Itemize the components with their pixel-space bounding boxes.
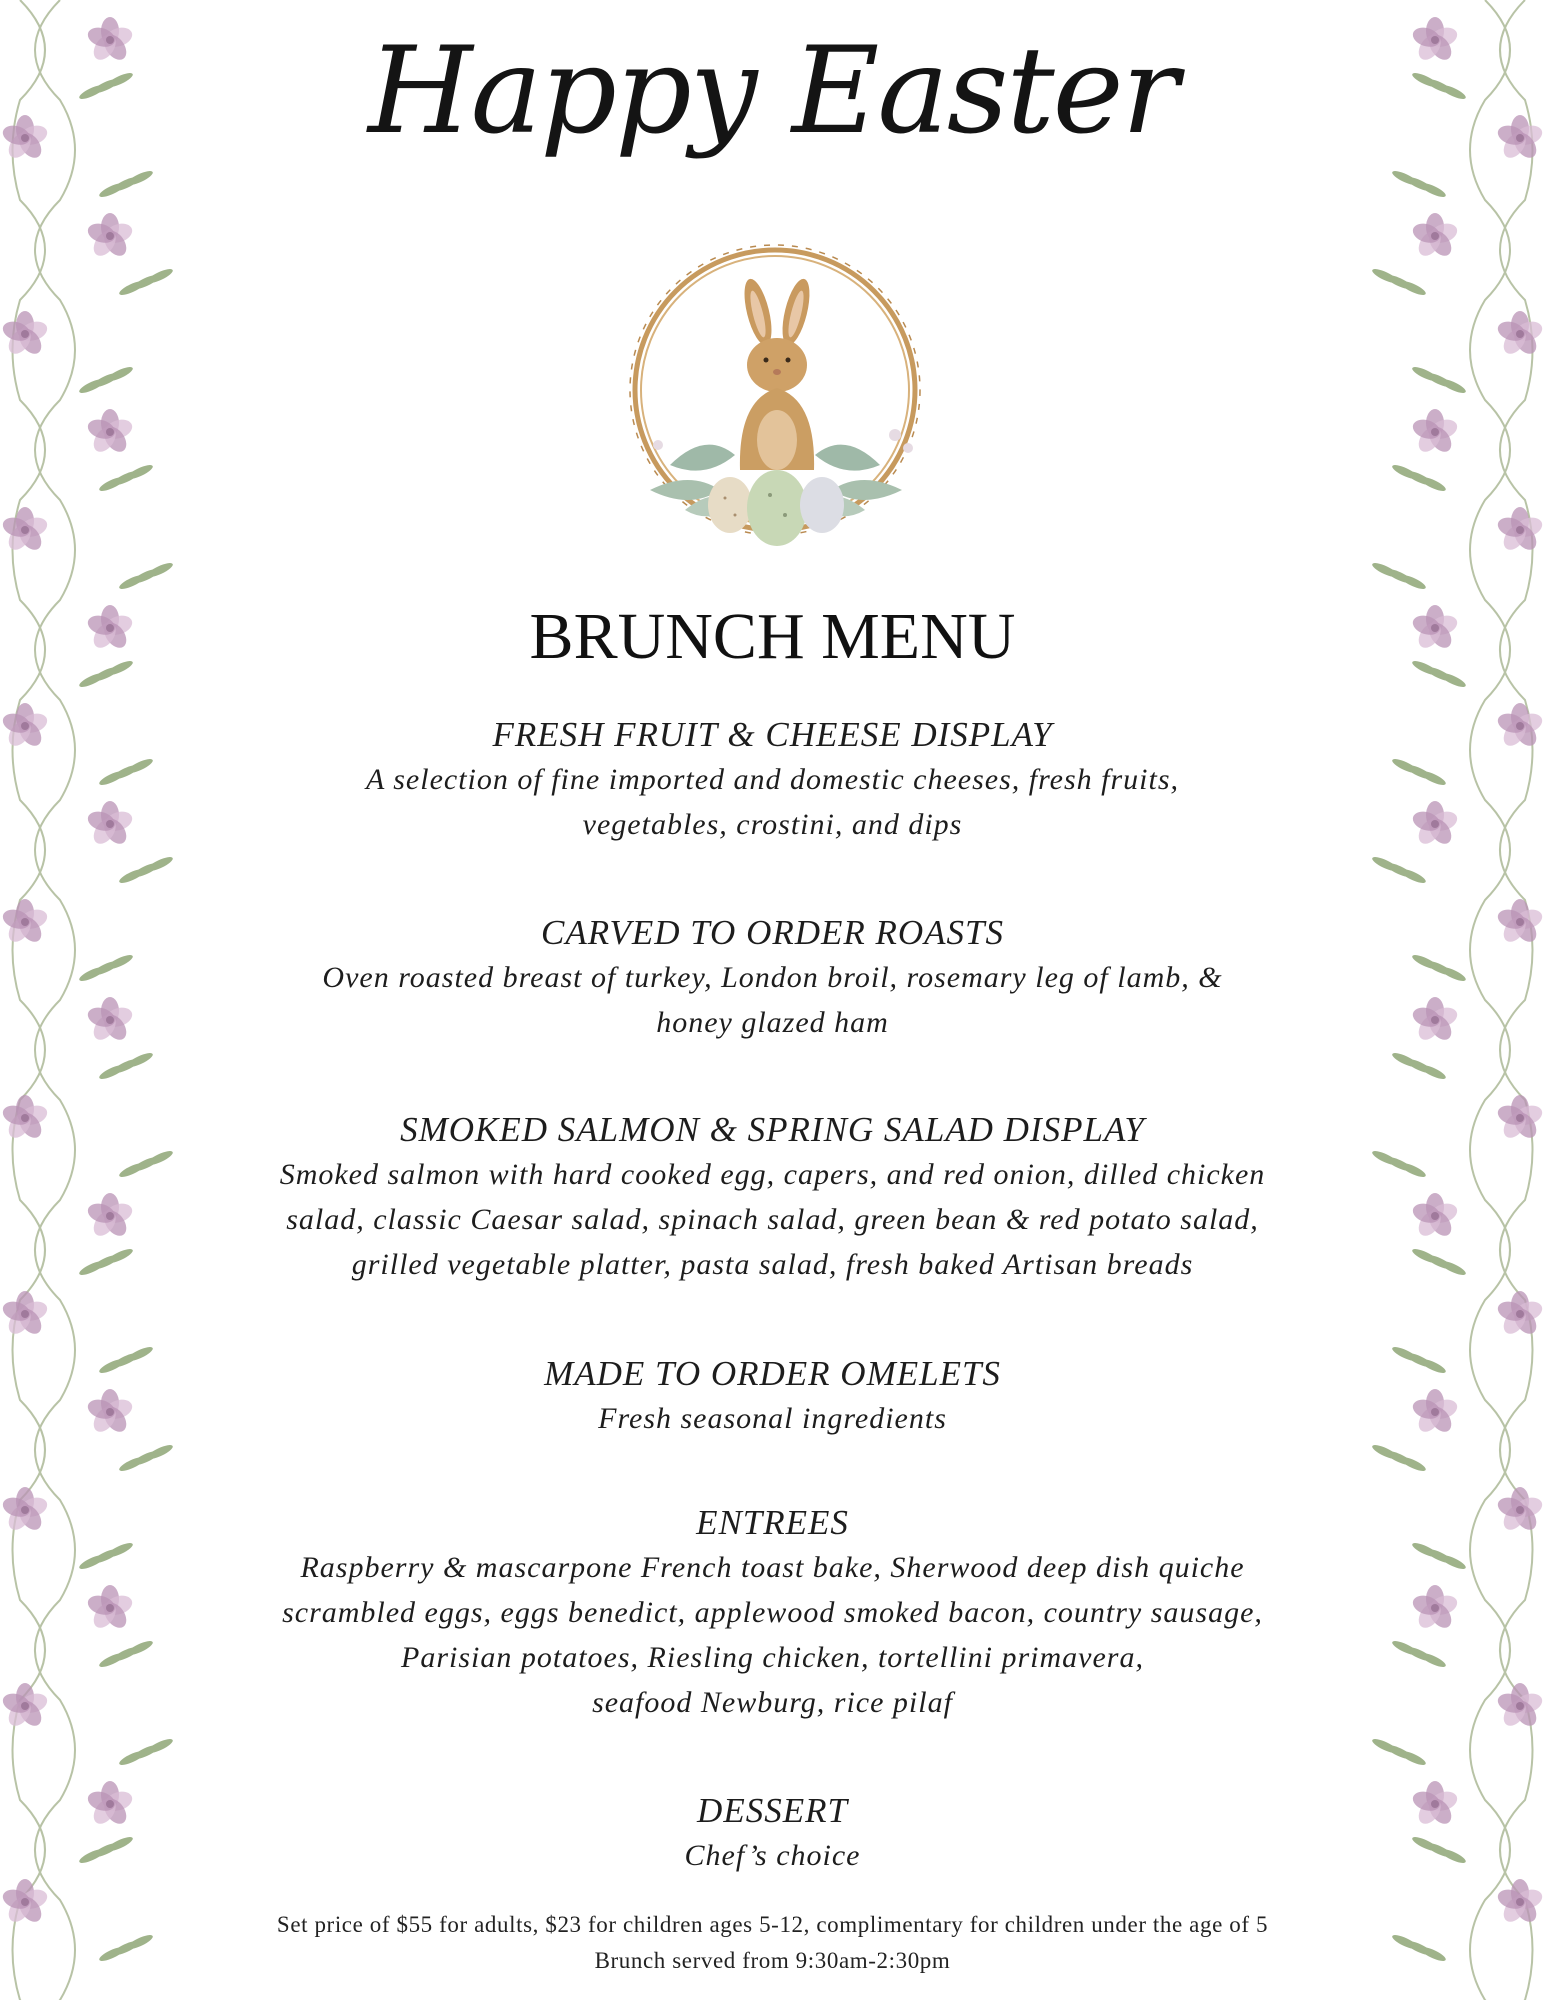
hours-line: Brunch served from 9:30am-2:30pm: [594, 1948, 951, 1973]
price-line: Set price of $55 for adults, $23 for children ages 5-12, complimentary for children under the age of 5: [276, 1912, 1269, 1937]
section-description: Fresh seasonal ingredients: [598, 1402, 947, 1435]
section-description: Smoked salmon with hard cooked egg, capers, and red onion, dilled chicken salad, classic Caesar salad, spinach salad, green bean & red potato salad, grilled vegetable platter, pasta salad, fresh baked Artisan breads: [279, 1158, 1266, 1281]
menu-section-omelets: [240, 1351, 1305, 1441]
section-description: A selection of fine imported and domestic cheeses, fresh fruits, vegetables, crostini, and dips: [365, 763, 1180, 841]
section-title: FRESH FRUIT & CHEESE DISPLAY: [492, 715, 1053, 754]
section-description: Raspberry & mascarpone French toast bake, Sherwood deep dish quiche scrambled eggs, eggs benedict, applewood smoked bacon, country sausage, Parisian potatoes, Riesling chicken, tortellini primavera, seafood Newburg, rice pilaf: [282, 1551, 1263, 1719]
floral-vine-left-icon: [0, 0, 210, 2000]
section-title: ENTREES: [696, 1503, 849, 1542]
menu-section-salmon-salad: [240, 1107, 1305, 1287]
bunny-wreath-icon: [610, 240, 940, 560]
script-title: Happy Easter: [367, 22, 1178, 161]
menu-section-dessert: [240, 1788, 1305, 1878]
menu-heading: BRUNCH MENU: [529, 600, 1016, 673]
floral-vine-right-icon: [1335, 0, 1545, 2000]
section-description: Chef’s choice: [684, 1839, 861, 1872]
section-title: DESSERT: [697, 1791, 848, 1830]
menu-section-entrees: [240, 1500, 1305, 1725]
menu-section-roasts: [240, 910, 1305, 1045]
menu-section-fruit-cheese: [240, 712, 1305, 847]
section-title: MADE TO ORDER OMELETS: [544, 1354, 1001, 1393]
footer: [0, 1907, 1545, 1979]
section-title: SMOKED SALMON & SPRING SALAD DISPLAY: [400, 1110, 1145, 1149]
section-title: CARVED TO ORDER ROASTS: [540, 913, 1005, 952]
section-description: Oven roasted breast of turkey, London broil, rosemary leg of lamb, & honey glazed ham: [322, 961, 1223, 1039]
